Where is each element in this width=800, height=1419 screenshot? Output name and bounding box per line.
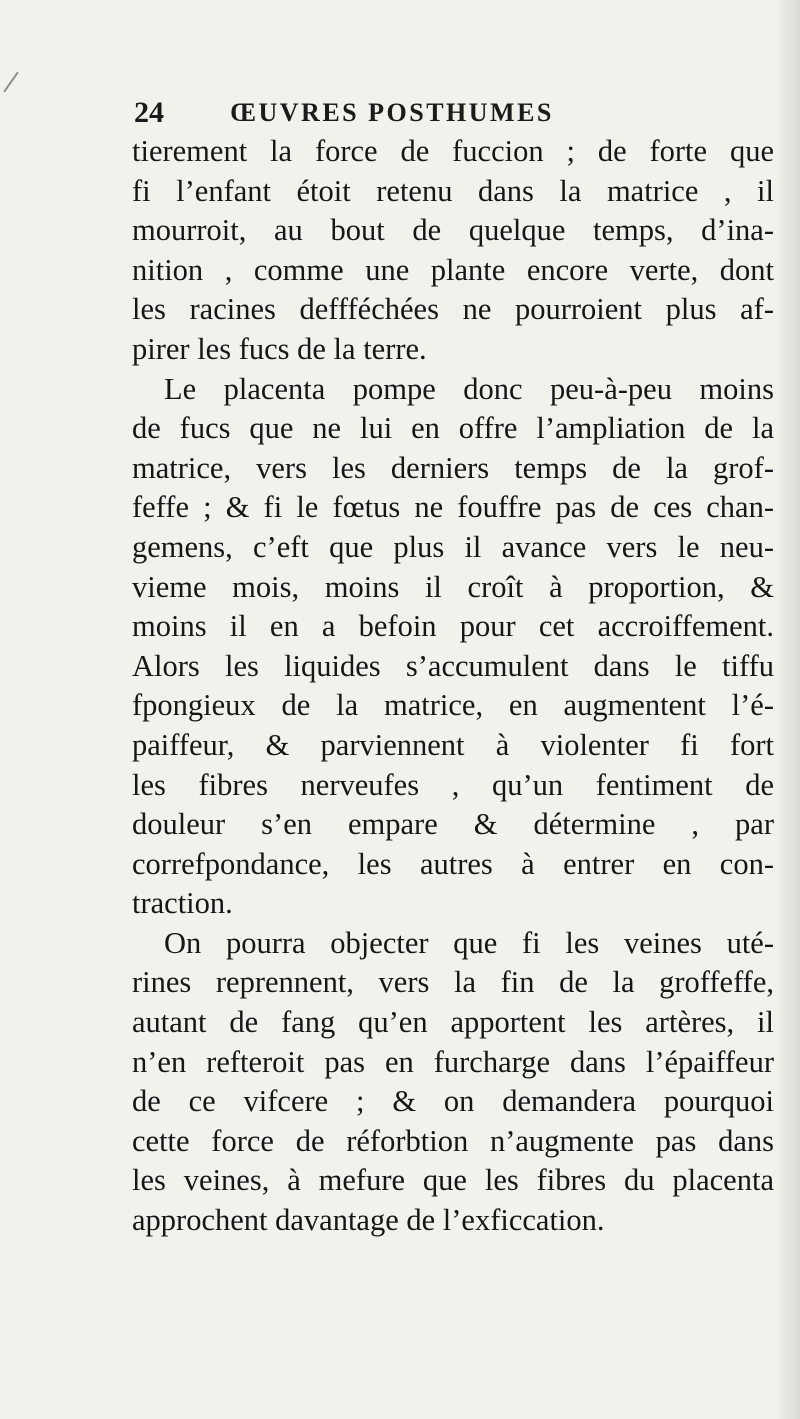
text-line: nition , comme une plante encore verte, dont	[132, 252, 774, 287]
text-line: cette force de réforbtion n’augmente pas dans	[132, 1123, 774, 1158]
page-corner-mark	[3, 72, 18, 93]
text-line: n’en refteroit pas en furcharge dans l’épaiffeur	[132, 1044, 774, 1079]
text-line: mourroit, au bout de quelque temps, d’ina-	[132, 213, 774, 248]
text-line: matrice, vers les derniers temps de la grof-	[132, 450, 774, 485]
text-line: fpongieux de la matrice, en augmentent l’é-	[132, 688, 774, 723]
text-line: autant de fang qu’en apportent les artères, il	[132, 1005, 774, 1040]
text-line: On pourra objecter que fi les veines uté-	[164, 925, 774, 960]
running-title: ŒUVRES POSTHUMES	[230, 98, 554, 127]
text-line: de ce vifcere ; & on demandera pourquoi	[132, 1084, 774, 1119]
page-number: 24	[134, 96, 164, 129]
text-line: les racines deffféchées ne pourroient plus af-	[132, 292, 774, 327]
text-line: moins il en a befoin pour cet accroiffement.	[132, 609, 774, 644]
text-line: approchent davantage de l’exficcation.	[132, 1203, 605, 1238]
text-line: tierement la force de fuccion ; de forte que	[132, 134, 774, 168]
text-line: vieme mois, moins il croît à proportion, &	[132, 569, 774, 604]
body-text	[132, 132, 774, 1241]
text-line: feffe ; & fi le fœtus ne fouffre pas de ces chan-	[132, 490, 774, 525]
text-line: les fibres nerveufes , qu’un fentiment de	[132, 767, 774, 802]
text-line: fi l’enfant étoit retenu dans la matrice , il	[132, 173, 774, 208]
text-line: traction.	[132, 886, 233, 921]
text-line: correfpondance, les autres à entrer en con-	[132, 846, 774, 881]
text-line: les veines, à mefure que les fibres du placenta	[132, 1163, 774, 1198]
text-line: gemens, c’eft que plus il avance vers le neu-	[132, 529, 774, 564]
text-line: paiffeur, & parviennent à violenter fi fort	[132, 727, 774, 762]
text-line: pirer les fucs de la terre.	[132, 331, 427, 366]
text-line: Alors les liquides s’accumulent dans le tiffu	[132, 648, 774, 683]
text-line: rines reprennent, vers la fin de la groffeffe,	[132, 965, 774, 1000]
text-line: de fucs que ne lui en offre l’ampliation de la	[132, 411, 774, 446]
page-edge-shadow	[774, 0, 800, 1419]
page-header	[134, 96, 774, 136]
text-line: Le placenta pompe donc peu-à-peu moins	[164, 371, 774, 406]
text-line: douleur s’en empare & détermine , par	[132, 807, 774, 842]
